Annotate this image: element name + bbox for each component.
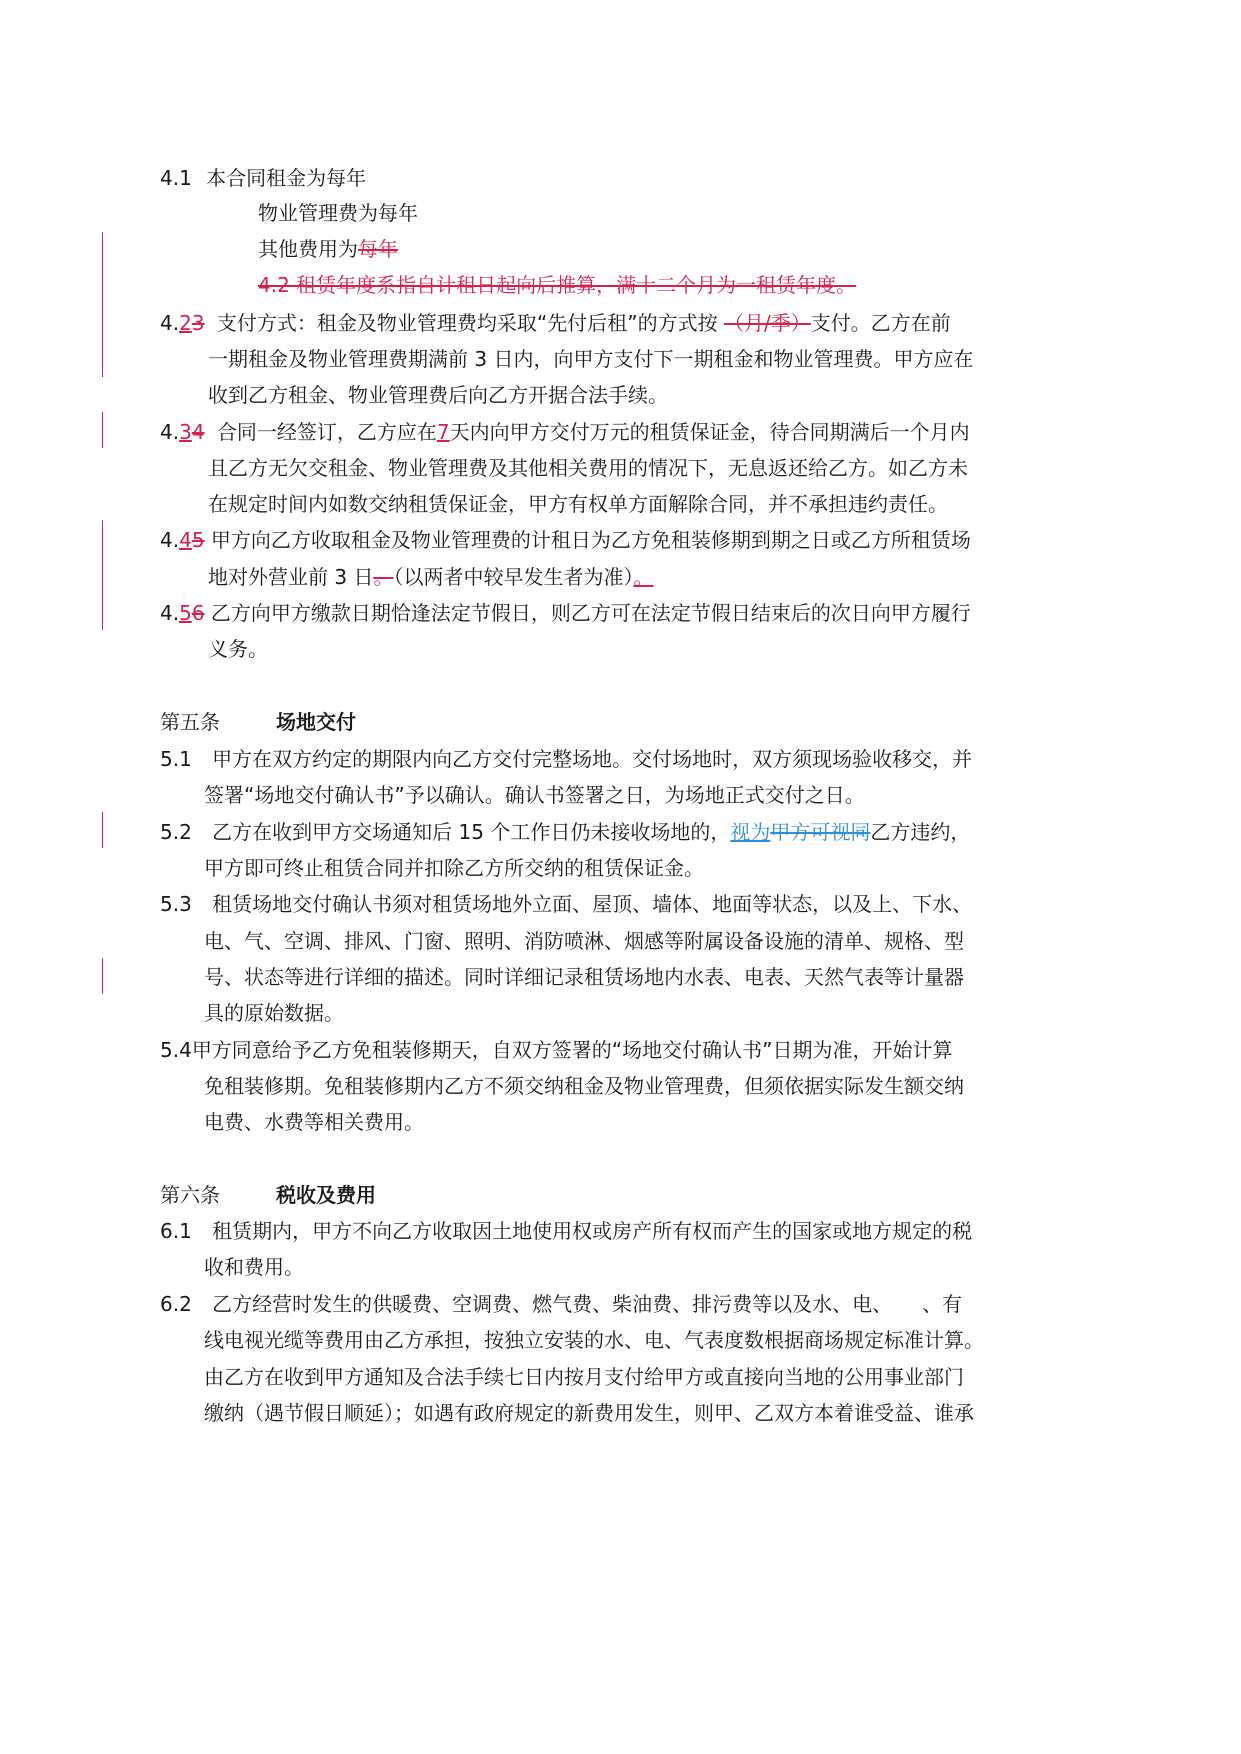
clause-5-1 xyxy=(160,744,972,774)
clause-5-3 xyxy=(160,889,972,919)
clause-number: 4. xyxy=(160,420,180,444)
clause-6-2 xyxy=(160,1289,962,1319)
clause-4-1 xyxy=(160,163,366,193)
clause-6-1 xyxy=(160,1216,972,1246)
clause-4-5-line2: 义务。 xyxy=(208,637,268,661)
inserted-number: 4 xyxy=(179,528,192,552)
deleted-text: 甲方可视同 xyxy=(770,820,871,844)
clause-6-2-line2: 线电视光缆等费用由乙方承担，按独立安装的水、电、气表度数根据商场规定标准计算。 xyxy=(204,1328,984,1352)
revision-bar xyxy=(102,812,103,848)
text: 甲方向乙方收取租金及物业管理费的计租日为乙方免租装修期到期之日或乙方所租赁场 xyxy=(210,528,971,552)
deleted-clause-4-2: 4.2 租赁年度系指自计租日起向后推算，满十二个月为一租赁年度。 xyxy=(258,273,857,297)
clause-number: 4. xyxy=(160,311,180,335)
text: 支付方式：租金及物业管理费均采取“先付后租”的方式按 xyxy=(216,311,718,335)
clause-5-4-line2: 免租装修期。免租装修期内乙方不须交纳租金及物业管理费，但须依据实际发生额交纳 xyxy=(204,1074,964,1098)
text: 乙方向甲方缴款日期恰逢法定节假日，则乙方可在法定节假日结束后的次日向甲方履行 xyxy=(210,601,971,625)
revision-bar xyxy=(102,232,103,377)
clause-4-3-line2: 且乙方无欠交租金、物业管理费及其他相关费用的情况下，无息返还给乙方。如乙方未 xyxy=(208,456,968,480)
clause-6-1-line2: 收和费用。 xyxy=(204,1255,304,1279)
deleted-number: 3 xyxy=(191,311,205,335)
text: 乙方在收到甲方交场通知后 15 个工作日仍未接收场地的， xyxy=(212,820,731,844)
revision-bar xyxy=(102,520,103,630)
clause-4-4 xyxy=(160,525,971,555)
deleted-text: （月/季） xyxy=(724,311,811,335)
clause-number: 6.2 xyxy=(160,1292,192,1316)
deleted-number: 4 xyxy=(191,420,205,444)
inserted-text: 。 xyxy=(633,565,654,589)
clause-4-2-line2: 一期租金及物业管理费期满前 3 日内，向甲方支付下一期租金和物业管理费。甲方应在 xyxy=(208,347,974,371)
text: 租赁期内，甲方不向乙方收取因土地使用权或房产所有权而产生的国家或地方规定的税 xyxy=(212,1219,973,1243)
section-6-label: 第六条 xyxy=(160,1183,220,1207)
revision-bar xyxy=(102,958,103,994)
inserted-number: 5 xyxy=(179,601,192,625)
text: 甲方在双方约定的期限内向乙方交付完整场地。交付场地时，双方须现场验收移交，并 xyxy=(212,747,973,771)
section-5-title: 场地交付 xyxy=(276,710,356,734)
text: （以两者中较早发生者为准） xyxy=(393,565,634,589)
deleted-text: 。 xyxy=(373,565,394,589)
clause-4-3 xyxy=(160,417,970,447)
text: 乙方违约， xyxy=(870,820,971,844)
section-6-title: 税收及费用 xyxy=(276,1183,376,1207)
clause-5-3-line4: 具的原始数据。 xyxy=(204,1001,344,1025)
text: 支付。乙方在前 xyxy=(810,311,951,335)
text: 地对外营业前 3 日 xyxy=(208,565,374,589)
clause-number: 5.4 xyxy=(160,1038,192,1062)
text: 租赁场地交付确认书须对租赁场地外立面、屋顶、墙体、地面等状态，以及上、下水、 xyxy=(212,892,973,916)
clause-number: 5.2 xyxy=(160,820,192,844)
deleted-number: 5 xyxy=(191,528,205,552)
clause-4-3-line3: 在规定时间内如数交纳租赁保证金，甲方有权单方面解除合同，并不承担违约责任。 xyxy=(208,492,948,516)
clause-5-1-line2: 签署“场地交付确认书”予以确认。确认书签署之日，为场地正式交付之日。 xyxy=(204,783,865,807)
clause-5-4-line3: 电费、水费等相关费用。 xyxy=(204,1110,424,1134)
deleted-number: 6 xyxy=(191,601,205,625)
clause-number: 5.1 xyxy=(160,747,192,771)
text: 乙方经营时发生的供暖费、空调费、燃气费、柴油费、排污费等以及水、电、 、有 xyxy=(212,1292,963,1316)
clause-4-1-line2: 物业管理费为每年 xyxy=(258,201,418,225)
clause-4-5 xyxy=(160,598,971,628)
clause-4-1-line3 xyxy=(258,234,398,264)
clause-6-2-line3: 由乙方在收到甲方通知及合法手续七日内按月支付给甲方或直接向当地的公用事业部门 xyxy=(204,1365,964,1389)
text: 其他费用为 xyxy=(258,237,358,261)
inserted-number: 2 xyxy=(179,311,192,335)
inserted-text: 视为 xyxy=(730,820,771,844)
inserted-number: 3 xyxy=(179,420,192,444)
clause-4-4-line2 xyxy=(208,562,653,592)
clause-number: 5.3 xyxy=(160,892,192,916)
clause-5-2 xyxy=(160,817,970,847)
clause-5-4 xyxy=(160,1035,953,1065)
clause-number: 4. xyxy=(160,601,180,625)
text: 天内向甲方交付万元的租赁保证金，待合同期满后一个月内 xyxy=(449,420,970,444)
text: 甲方同意给予乙方免租装修期天，自双方签署的“场地交付确认书”日期为准，开始计算 xyxy=(191,1038,953,1062)
clause-4-2 xyxy=(160,308,951,338)
section-5-label: 第五条 xyxy=(160,710,220,734)
clause-5-3-line3: 号、状态等进行详细的描述。同时详细记录租赁场地内水表、电表、天然气表等计量器 xyxy=(204,965,964,989)
deleted-text: 每年 xyxy=(358,237,398,261)
clause-5-3-line2: 电、气、空调、排风、门窗、照明、消防喷淋、烟感等附属设备设施的清单、规格、型 xyxy=(204,929,964,953)
clause-4-2-line3: 收到乙方租金、物业管理费后向乙方开据合法手续。 xyxy=(208,383,668,407)
clause-number: 4. xyxy=(160,528,180,552)
clause-number: 4.1 xyxy=(160,166,192,190)
revision-bar xyxy=(102,412,103,448)
inserted-text: 7 xyxy=(436,420,450,444)
clause-number: 6.1 xyxy=(160,1219,192,1243)
clause-5-2-line2: 甲方即可终止租赁合同并扣除乙方所交纳的租赁保证金。 xyxy=(204,856,704,880)
clause-text: 本合同租金为每年 xyxy=(206,166,367,190)
text: 合同一经签订，乙方应在 xyxy=(216,420,437,444)
clause-6-2-line4: 缴纳（遇节假日顺延）；如遇有政府规定的新费用发生，则甲、乙双方本着谁受益、谁承 xyxy=(204,1401,974,1425)
